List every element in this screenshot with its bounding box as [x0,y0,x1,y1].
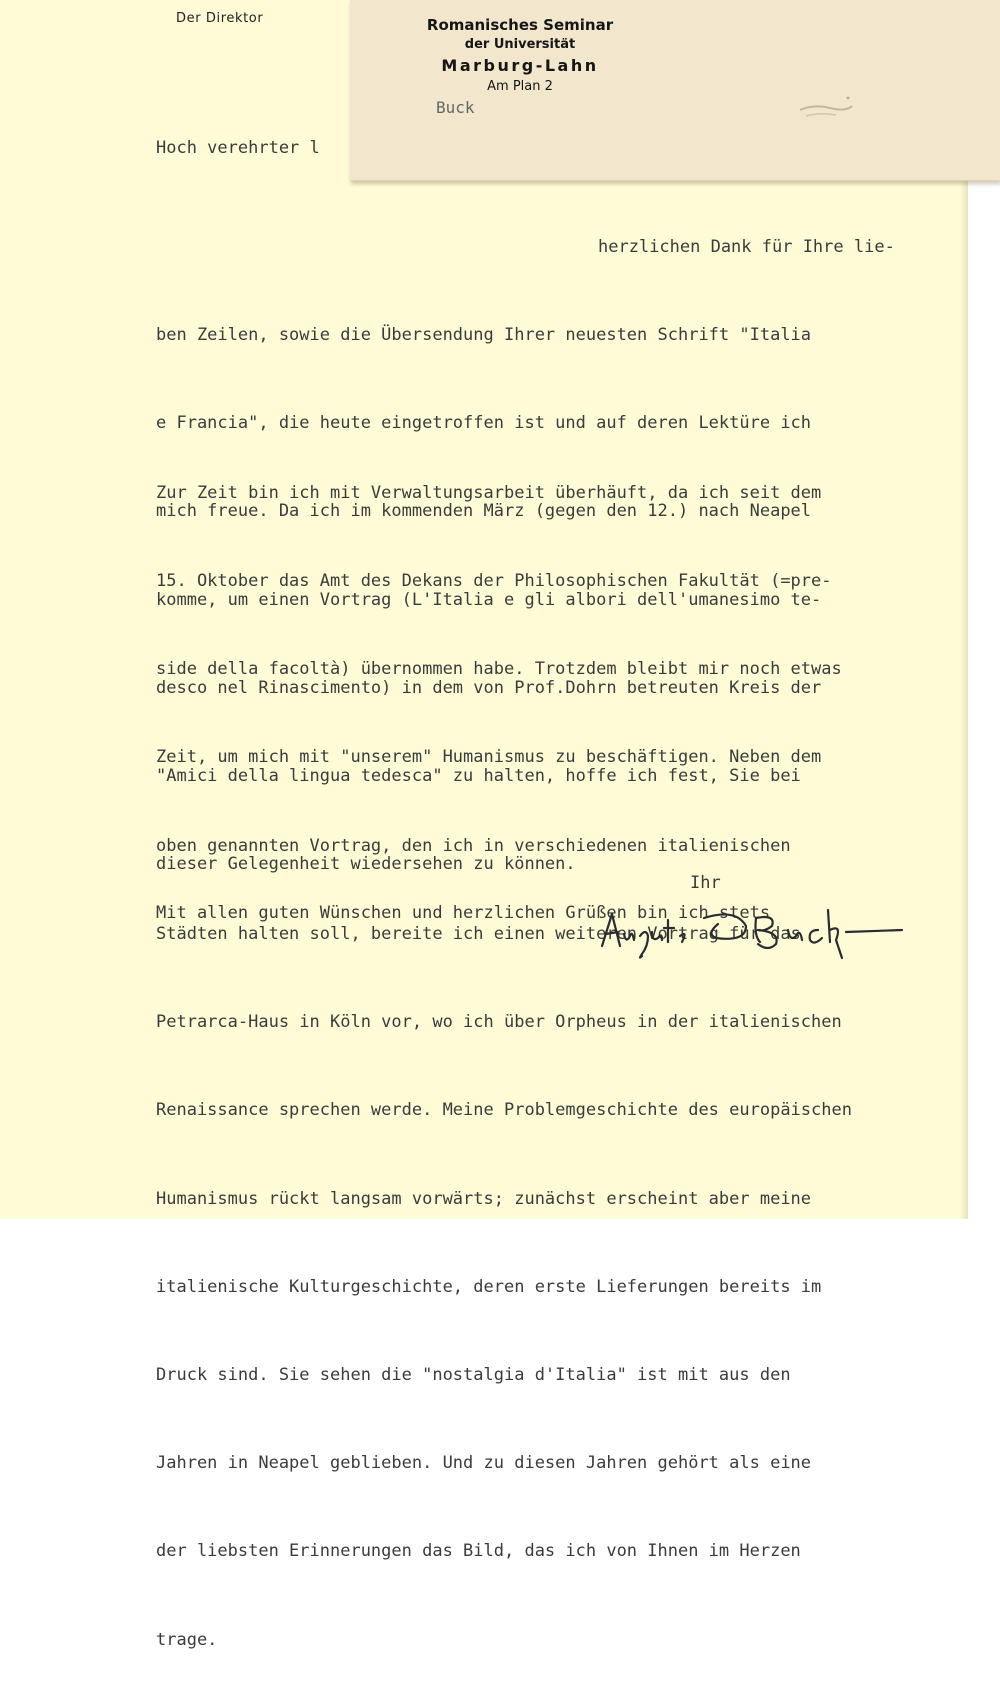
text-line: Humanismus rückt langsam vorwärts; zunächst erscheint aber meine [156,1188,812,1209]
text-line: side della facoltà) übernommen habe. Trotzdem bleibt mir noch etwas [156,659,842,680]
sender-typed-name: Buck [436,98,475,117]
text-line: ben Zeilen, sowie die Übersendung Ihrer neuesten Schrift "Italia [156,325,812,346]
text-line: Petrarca-Haus in Köln vor, wo ich über Orpheus in der italienischen [156,1012,842,1033]
text-line: mich freue. Da ich im kommenden März (gegen den 12.) nach Neapel [156,501,812,522]
text-line: e Francia", die heute eingetroffen ist und auf deren Lektüre ich [156,413,812,434]
salutation: Hoch verehrter l [156,138,320,158]
institution-name: Romanisches Seminar [426,16,614,34]
handwritten-signature [596,896,906,976]
text-line: Renaissance sprechen werde. Meine Problemgeschichte des europäischen [156,1100,852,1121]
text-line: Mit allen guten Wünschen und herzlichen Grüßen bin ich stets [156,902,771,923]
text-line: 15. Oktober das Amt des Dekans der Philosophischen Fakultät (=pre- [156,571,832,592]
text-line: herzlichen Dank für Ihre lie- [598,236,895,257]
text-line: der liebsten Erinnerungen das Bild, das ich von Ihnen im Herzen [156,1541,801,1562]
text-line: "Amici della lingua tedesca" zu halten, hoffe ich fest, Sie bei [156,766,801,787]
text-line: dieser Gelegenheit wiedersehen zu können. [156,854,576,875]
text-line: komme, um einen Vortrag (L'Italia e gli albori dell'umanesimo te- [156,589,822,610]
institution-city: Marburg-Lahn [441,56,599,75]
paragraph-2 [156,420,966,1684]
text-line: Jahren in Neapel geblieben. Und zu diesen Jahren gehört als eine [156,1453,812,1474]
scan-margin [968,180,1000,1219]
text-line: Zeit, um mich mit "unserem" Humanismus zu beschäftigen. Neben dem [156,747,822,768]
text-line: Druck sind. Sie sehen die "nostalgia d'Italia" ist mit aus den [156,1365,791,1385]
closing-word: Ihr [690,873,721,893]
text-line: Zur Zeit bin ich mit Verwaltungsarbeit überhäuft, da ich seit dem [156,482,822,503]
institution-university: der Universität [464,37,576,52]
institution-address: Am Plan 2 [487,79,553,94]
text-line: Städten halten soll, bereite ich einen weiteren Vortrag für das [156,923,801,944]
text-line: italienische Kulturgeschichte, deren erste Lieferungen bereits im [156,1276,822,1297]
letterhead-slip [350,0,1000,181]
text-line: trage. [156,1629,218,1650]
text-line: desco nel Rinascimento) in dem von Prof.Dohrn betreuten Kreis der [156,677,822,698]
text-line: oben genannten Vortrag, den ich in verschiedenen italienischen [156,835,791,856]
director-label: Der Direktor [176,11,264,26]
faint-stamp-mark [796,92,856,128]
